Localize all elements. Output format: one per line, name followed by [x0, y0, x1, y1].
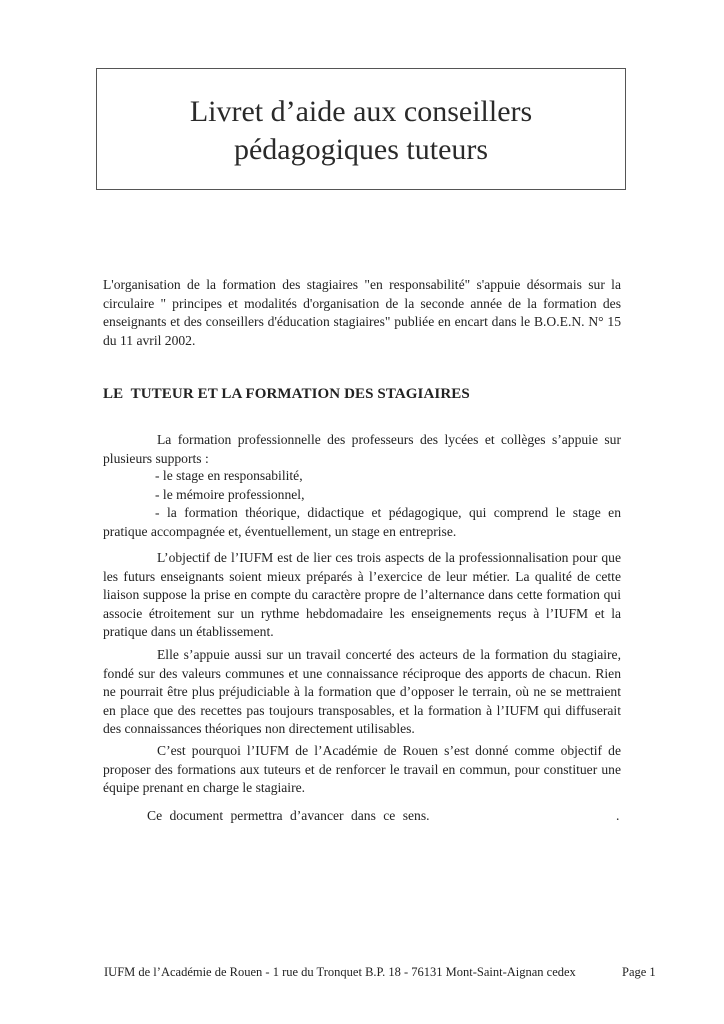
supports-paragraph: La formation professionnelle des professeurs des lycées et collèges s’appuie sur plusieurs supports : — [103, 432, 621, 466]
footer-address: IUFM de l’Académie de Rouen - 1 rue du Tronquet B.P. 18 - 76131 Mont-Saint-Aignan cedex — [104, 965, 576, 979]
list-item: - le mémoire professionnel, — [155, 486, 305, 502]
document-title-line-1: Livret d’aide aux conseillers — [189, 95, 533, 128]
supports-list — [103, 467, 621, 541]
list-item: - le stage en responsabilité, — [155, 468, 303, 483]
concerted-work-paragraph: Elle s’appuie aussi sur un travail concerté des acteurs de la formation du stagiaire, fondé sur des valeurs communes et une connaissance réciproque des apports de chacun. Rien ne pourrait être plus préjudiciable à la formation que d’opposer le terrain, où ne se mettraient en place que des recettes pas toujours transposables, et la formation à l’IUFM qui diffuserait des connaissances théoriques non directement utilisables. — [103, 647, 621, 736]
closing-paragraph: Ce document permettra d’avancer dans ce sens. — [147, 808, 430, 823]
trailing-dot: . — [616, 808, 620, 823]
list-item: - la formation théorique, didactique et pédagogique, qui comprend le stage en pratique accompagnée et, éventuellement, un stage en entreprise. — [103, 505, 621, 539]
document-title-line-2: pédagogiques tuteurs — [233, 133, 489, 166]
intro-paragraph: L'organisation de la formation des stagiaires "en responsabilité" s'appuie désormais sur la circulaire " principes et modalités d'organisation de la seconde année de la formation des enseignants et des conseillers d'éducation stagiaires" publiée en encart dans le B.O.E.N. N° 15 du 11 avril 2002. — [103, 277, 621, 348]
title-box — [96, 68, 626, 190]
page-number: Page 1 — [622, 965, 656, 979]
objective-paragraph: L’objectif de l’IUFM est de lier ces trois aspects de la professionnalisation pour que les futurs enseignants soient mieux préparés à l’exercice de leur métier. La qualité de cette liaison suppose la prise en compte du caractère propre de l’alternance dans cette formation qui associe étroitement sur un rythme hebdomadaire les enseignements reçus à l’IUFM et la pratique dans un établissement. — [103, 550, 621, 639]
tutor-training-paragraph: C’est pourquoi l’IUFM de l’Académie de Rouen s’est donné comme objectif de proposer des formations aux tuteurs et de renforcer le travail en commun, pour constituer une équipe prenant en charge le stagiaire. — [103, 743, 621, 795]
section-heading: LE TUTEUR ET LA FORMATION DES STAGIAIRES — [103, 386, 470, 402]
